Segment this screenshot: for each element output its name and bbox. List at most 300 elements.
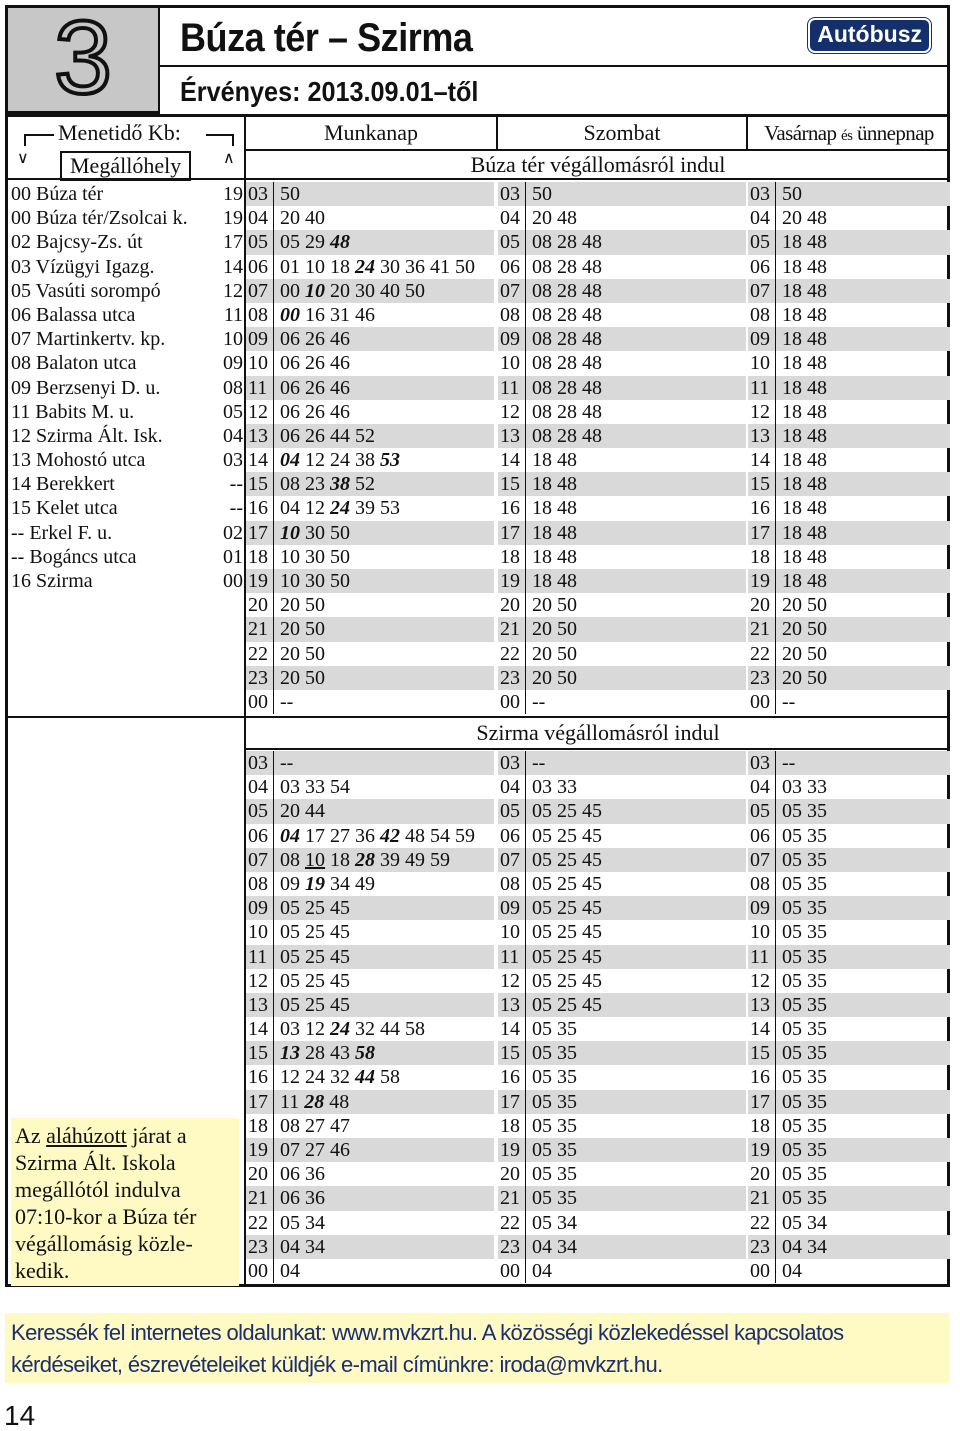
hour: 19 bbox=[248, 1139, 268, 1161]
minutes: 08 28 48 bbox=[532, 255, 602, 278]
hour-separator bbox=[273, 1138, 274, 1162]
hour-separator bbox=[525, 690, 526, 714]
minutes: -- bbox=[280, 752, 294, 774]
hour-row bbox=[748, 1065, 950, 1089]
minutes: 18 48 bbox=[782, 352, 827, 375]
minutes: 20 50 bbox=[782, 642, 827, 665]
hour-row bbox=[748, 1162, 950, 1186]
hour-separator bbox=[273, 1211, 274, 1235]
minutes: 05 25 45 bbox=[532, 872, 602, 895]
hour-separator bbox=[775, 255, 776, 279]
minutes: 18 48 bbox=[782, 279, 827, 302]
minutes: 05 25 45 bbox=[280, 897, 350, 920]
hour: 10 bbox=[500, 921, 520, 944]
hour-row bbox=[246, 1235, 494, 1259]
minutes: 20 50 bbox=[532, 594, 577, 617]
hour-row bbox=[748, 327, 950, 351]
hour-row bbox=[498, 1162, 746, 1186]
stop-travel-time: 02 bbox=[223, 521, 243, 544]
minutes: 20 50 bbox=[532, 618, 577, 641]
minutes: 05 25 45 bbox=[532, 921, 602, 944]
minutes: 05 25 45 bbox=[532, 800, 602, 823]
hour-separator bbox=[525, 351, 526, 375]
hour-separator bbox=[775, 1017, 776, 1041]
hour-separator bbox=[775, 1114, 776, 1138]
hour-row bbox=[748, 751, 950, 775]
hour: 20 bbox=[750, 1163, 770, 1186]
hour: 14 bbox=[248, 449, 268, 472]
hour-row bbox=[246, 351, 494, 375]
hour-separator bbox=[775, 642, 776, 666]
hour-row bbox=[246, 569, 494, 593]
hour-separator bbox=[775, 1138, 776, 1162]
hour-row bbox=[748, 303, 950, 327]
hour-row bbox=[246, 1017, 494, 1041]
stop-travel-time: 11 bbox=[223, 303, 243, 326]
minutes: 05 35 bbox=[782, 945, 827, 968]
hour: 21 bbox=[248, 618, 268, 641]
hour: 03 bbox=[500, 183, 520, 205]
hour-separator bbox=[775, 182, 776, 206]
minutes: 05 25 45 bbox=[532, 824, 602, 847]
underlined-trip-note: Az aláhúzott járat a Szirma Ált. Iskola megállótól indulva 07:10-kor a Búza tér végállomásig közle-kedik. bbox=[11, 1118, 239, 1286]
hour-row bbox=[246, 1211, 494, 1235]
gap-1 bbox=[496, 182, 497, 716]
minutes: 04 12 24 39 53 bbox=[280, 497, 400, 520]
hour-separator bbox=[775, 279, 776, 303]
minutes: 50 bbox=[532, 183, 552, 205]
hour-separator bbox=[775, 775, 776, 799]
hour-separator bbox=[775, 1211, 776, 1235]
hour-separator bbox=[525, 206, 526, 230]
hour-row bbox=[246, 230, 494, 254]
hour-separator bbox=[273, 920, 274, 944]
hour-row bbox=[246, 799, 494, 823]
minutes: 05 29 48 bbox=[280, 231, 350, 254]
hour-separator bbox=[525, 1041, 526, 1065]
minutes: 18 48 bbox=[782, 376, 827, 399]
minutes: 04 17 27 36 42 48 54 59 bbox=[280, 824, 475, 847]
hour: 16 bbox=[500, 1066, 520, 1089]
hour: 18 bbox=[750, 1114, 770, 1137]
stop-row bbox=[11, 472, 243, 496]
stop-name: 09 Berzsenyi D. u. bbox=[11, 376, 161, 399]
hour-row bbox=[748, 1138, 950, 1162]
minutes: 05 35 bbox=[782, 824, 827, 847]
saturday-grid-from-szirma bbox=[498, 751, 746, 1283]
hour: 23 bbox=[750, 1235, 770, 1258]
stop-travel-time: 19 bbox=[223, 207, 243, 230]
hour-row bbox=[246, 945, 494, 969]
minutes: 00 10 20 30 40 50 bbox=[280, 279, 425, 302]
minutes: 50 bbox=[782, 183, 802, 205]
hour: 18 bbox=[750, 545, 770, 568]
hour: 21 bbox=[500, 1187, 520, 1210]
hour-row bbox=[246, 896, 494, 920]
hour-row bbox=[246, 545, 494, 569]
hour-separator bbox=[273, 799, 274, 823]
hour-row bbox=[246, 206, 494, 230]
header-divider bbox=[160, 65, 947, 67]
minutes: 18 48 bbox=[782, 303, 827, 326]
hour-separator bbox=[525, 255, 526, 279]
hour-separator bbox=[273, 303, 274, 327]
hour: 22 bbox=[248, 642, 268, 665]
footer-notice bbox=[5, 1313, 950, 1383]
minutes: 18 48 bbox=[782, 424, 827, 447]
hour-separator bbox=[273, 376, 274, 400]
minutes: 05 35 bbox=[532, 1042, 577, 1065]
stop-name: 05 Vasúti sorompó bbox=[11, 279, 161, 302]
hour-row bbox=[498, 521, 746, 545]
stop-row bbox=[11, 206, 243, 230]
hour-row bbox=[748, 1114, 950, 1138]
hour-separator bbox=[273, 848, 274, 872]
hour: 12 bbox=[500, 400, 520, 423]
hour-separator bbox=[775, 545, 776, 569]
stop-travel-time: 04 bbox=[223, 424, 243, 447]
hour-separator bbox=[525, 569, 526, 593]
hour-separator bbox=[525, 182, 526, 206]
minutes: 50 bbox=[280, 183, 300, 205]
hour-separator bbox=[273, 569, 274, 593]
minutes: 05 25 45 bbox=[532, 969, 602, 992]
hour-separator bbox=[775, 920, 776, 944]
hour: 07 bbox=[750, 279, 770, 302]
hour-row bbox=[498, 1138, 746, 1162]
hour-row bbox=[748, 872, 950, 896]
hour-row bbox=[246, 376, 494, 400]
minutes: 09 19 34 49 bbox=[280, 872, 375, 895]
stop-travel-time: 09 bbox=[223, 352, 243, 375]
hour-row bbox=[498, 182, 746, 206]
hour: 17 bbox=[500, 521, 520, 544]
hour-row bbox=[748, 472, 950, 496]
minutes: 05 25 45 bbox=[532, 945, 602, 968]
minutes: 18 48 bbox=[782, 400, 827, 423]
minutes: 05 35 bbox=[532, 1187, 577, 1210]
minutes: 05 35 bbox=[782, 872, 827, 895]
hour-separator bbox=[273, 593, 274, 617]
hour-row bbox=[748, 448, 950, 472]
hour-separator bbox=[273, 1041, 274, 1065]
hour: 08 bbox=[500, 303, 520, 326]
route-title: Búza tér – Szirma bbox=[180, 16, 473, 60]
hour-row bbox=[748, 230, 950, 254]
hour-row bbox=[748, 496, 950, 520]
hour: 05 bbox=[248, 800, 268, 823]
hour-separator bbox=[525, 279, 526, 303]
hour-row bbox=[246, 1138, 494, 1162]
hour-separator bbox=[775, 327, 776, 351]
hour: 19 bbox=[750, 1139, 770, 1161]
minutes: 04 34 bbox=[782, 1235, 827, 1258]
hour-separator bbox=[273, 775, 274, 799]
hour: 07 bbox=[500, 848, 520, 871]
hour: 22 bbox=[750, 642, 770, 665]
hour: 21 bbox=[500, 618, 520, 641]
hour-separator bbox=[273, 255, 274, 279]
minutes: 18 48 bbox=[532, 521, 577, 544]
hour: 21 bbox=[248, 1187, 268, 1210]
stop-row bbox=[11, 569, 243, 593]
hour: 20 bbox=[750, 594, 770, 617]
hour-separator bbox=[775, 1235, 776, 1259]
stop-name: 00 Búza tér bbox=[11, 183, 104, 205]
hour: 05 bbox=[750, 800, 770, 823]
hour-separator bbox=[273, 1065, 274, 1089]
hour: 13 bbox=[248, 993, 268, 1016]
hour-separator bbox=[273, 945, 274, 969]
hour-separator bbox=[273, 824, 274, 848]
stop-name: 08 Balaton utca bbox=[11, 352, 137, 375]
hour-row bbox=[246, 327, 494, 351]
hour-separator bbox=[273, 617, 274, 641]
stop-row bbox=[11, 521, 243, 545]
minutes: 05 25 45 bbox=[280, 969, 350, 992]
hour-separator bbox=[273, 896, 274, 920]
hour: 10 bbox=[248, 352, 268, 375]
hour-separator bbox=[775, 351, 776, 375]
hour-separator bbox=[775, 376, 776, 400]
hour-row bbox=[748, 279, 950, 303]
hour-separator bbox=[273, 690, 274, 714]
section-title-from-buza: Búza tér végállomásról indul bbox=[470, 152, 726, 177]
hour-separator bbox=[525, 303, 526, 327]
stop-row bbox=[11, 496, 243, 520]
hour-separator bbox=[525, 1090, 526, 1114]
minutes: 05 35 bbox=[782, 993, 827, 1016]
hour-row bbox=[748, 545, 950, 569]
minutes: 13 28 43 58 bbox=[280, 1042, 375, 1065]
hour: 05 bbox=[248, 231, 268, 254]
hour: 17 bbox=[750, 1090, 770, 1113]
hour: 09 bbox=[248, 328, 268, 351]
minutes: 05 35 bbox=[782, 800, 827, 823]
hour-separator bbox=[273, 351, 274, 375]
minutes: 08 23 38 52 bbox=[280, 473, 375, 496]
hour-separator bbox=[525, 848, 526, 872]
hour-row bbox=[246, 848, 494, 872]
hour-row bbox=[498, 872, 746, 896]
hour-row bbox=[748, 593, 950, 617]
hour: 11 bbox=[248, 945, 268, 968]
stop-name: 11 Babits M. u. bbox=[11, 400, 135, 423]
stop-row bbox=[11, 182, 243, 206]
minutes: 06 26 46 bbox=[280, 352, 350, 375]
hour: 22 bbox=[750, 1211, 770, 1234]
minutes: 18 48 bbox=[782, 449, 827, 472]
hour-row bbox=[748, 642, 950, 666]
hour: 11 bbox=[750, 376, 770, 399]
hour-row bbox=[498, 593, 746, 617]
hour-separator bbox=[525, 751, 526, 775]
minutes: 08 28 48 bbox=[532, 328, 602, 351]
hour-row bbox=[498, 690, 746, 714]
hour: 09 bbox=[248, 897, 268, 920]
hour-separator bbox=[775, 303, 776, 327]
stop-name: -- Bogáncs utca bbox=[11, 545, 137, 568]
minutes: 08 28 48 bbox=[532, 376, 602, 399]
route-number: 3 bbox=[54, 0, 112, 116]
stop-name: -- Erkel F. u. bbox=[11, 521, 113, 544]
hour-separator bbox=[525, 642, 526, 666]
hour-separator bbox=[525, 496, 526, 520]
hour-row bbox=[748, 1090, 950, 1114]
hour-row bbox=[748, 1235, 950, 1259]
sunday-grid-from-buza bbox=[748, 182, 950, 714]
hour: 15 bbox=[500, 473, 520, 496]
hour: 19 bbox=[500, 1139, 520, 1161]
hour-separator bbox=[775, 799, 776, 823]
hour: 18 bbox=[500, 545, 520, 568]
hour-row bbox=[246, 279, 494, 303]
hour-row bbox=[498, 545, 746, 569]
hour: 03 bbox=[750, 752, 770, 774]
hour-row bbox=[246, 472, 494, 496]
hour: 18 bbox=[248, 1114, 268, 1137]
hour: 00 bbox=[500, 1259, 520, 1282]
hour-row bbox=[498, 400, 746, 424]
hour-separator bbox=[525, 1259, 526, 1283]
minutes: 18 48 bbox=[782, 545, 827, 568]
minutes: 06 26 44 52 bbox=[280, 424, 375, 447]
hour-row bbox=[246, 1259, 494, 1283]
minutes: 20 50 bbox=[532, 666, 577, 689]
stop-name: 00 Búza tér/Zsolcai k. bbox=[11, 207, 188, 230]
minutes: 18 48 bbox=[782, 521, 827, 544]
hour: 09 bbox=[500, 897, 520, 920]
hour: 20 bbox=[248, 1163, 268, 1186]
minutes: 10 30 50 bbox=[280, 545, 350, 568]
hour-separator bbox=[775, 969, 776, 993]
minutes: 05 25 45 bbox=[532, 897, 602, 920]
hour: 00 bbox=[500, 690, 520, 713]
hour: 09 bbox=[750, 328, 770, 351]
hour-row bbox=[246, 303, 494, 327]
minutes: 08 28 48 bbox=[532, 352, 602, 375]
minutes: 05 35 bbox=[532, 1018, 577, 1041]
hour-separator bbox=[273, 1186, 274, 1210]
hour: 10 bbox=[500, 352, 520, 375]
saturday-header: Szombat bbox=[583, 120, 661, 145]
minutes: 18 48 bbox=[782, 231, 827, 254]
hour-separator bbox=[775, 666, 776, 690]
hour-row bbox=[498, 1186, 746, 1210]
hour-separator bbox=[775, 1259, 776, 1283]
travel-time-label: Menetidő Kb: bbox=[58, 120, 181, 145]
hour-separator bbox=[775, 617, 776, 641]
hour-row bbox=[498, 945, 746, 969]
hour: 14 bbox=[248, 1018, 268, 1041]
stop-travel-time: 03 bbox=[223, 449, 243, 472]
hour: 17 bbox=[500, 1090, 520, 1113]
minutes: 08 28 48 bbox=[532, 400, 602, 423]
hour-row bbox=[498, 642, 746, 666]
stop-travel-time: 08 bbox=[223, 376, 243, 399]
minutes: 03 12 24 32 44 58 bbox=[280, 1018, 425, 1041]
hour: 04 bbox=[750, 776, 770, 799]
minutes: 12 24 32 44 58 bbox=[280, 1066, 400, 1089]
hour-separator bbox=[525, 993, 526, 1017]
hour: 21 bbox=[750, 618, 770, 641]
hour-separator bbox=[775, 896, 776, 920]
hour-separator bbox=[273, 545, 274, 569]
hour-row bbox=[498, 376, 746, 400]
hour: 11 bbox=[500, 945, 520, 968]
hour-separator bbox=[525, 1017, 526, 1041]
stop-name: 02 Bajcsy-Zs. út bbox=[11, 231, 143, 254]
minutes: 04 bbox=[532, 1259, 552, 1282]
hour: 06 bbox=[750, 824, 770, 847]
hour-row bbox=[246, 993, 494, 1017]
hour-separator bbox=[525, 521, 526, 545]
hour-row bbox=[498, 848, 746, 872]
hour: 15 bbox=[750, 1042, 770, 1065]
hour: 04 bbox=[500, 776, 520, 799]
hour: 11 bbox=[500, 376, 520, 399]
minutes: 05 25 45 bbox=[280, 945, 350, 968]
hour: 17 bbox=[750, 521, 770, 544]
hour-separator bbox=[525, 969, 526, 993]
minutes: 20 50 bbox=[782, 618, 827, 641]
hour: 16 bbox=[500, 497, 520, 520]
minutes: 06 26 46 bbox=[280, 400, 350, 423]
hour-row bbox=[748, 351, 950, 375]
hour-separator bbox=[273, 400, 274, 424]
hour-separator bbox=[525, 376, 526, 400]
hour: 20 bbox=[500, 1163, 520, 1186]
hour: 16 bbox=[750, 497, 770, 520]
hour-row bbox=[246, 496, 494, 520]
hour: 09 bbox=[500, 328, 520, 351]
hour: 11 bbox=[248, 376, 268, 399]
hour: 21 bbox=[750, 1187, 770, 1210]
hour-separator bbox=[273, 206, 274, 230]
hour-separator bbox=[273, 448, 274, 472]
hour: 03 bbox=[248, 752, 268, 774]
hour-row bbox=[246, 617, 494, 641]
stop-name: 07 Martinkertv. kp. bbox=[11, 328, 166, 351]
minutes: 05 35 bbox=[532, 1163, 577, 1186]
minutes: 04 34 bbox=[280, 1235, 325, 1258]
hour-separator bbox=[525, 593, 526, 617]
vehicle-badge: Autóbusz bbox=[808, 18, 931, 53]
hour-row bbox=[246, 400, 494, 424]
hour-row bbox=[498, 1235, 746, 1259]
minutes: 18 48 bbox=[782, 497, 827, 520]
stop-row bbox=[11, 279, 243, 303]
sunday-grid-from-szirma bbox=[748, 751, 950, 1283]
hour-separator bbox=[525, 448, 526, 472]
hour-separator bbox=[525, 666, 526, 690]
minutes: 06 26 46 bbox=[280, 376, 350, 399]
hour-row bbox=[748, 182, 950, 206]
hour: 06 bbox=[750, 255, 770, 278]
hour-separator bbox=[273, 1235, 274, 1259]
minutes: 05 35 bbox=[532, 1066, 577, 1089]
hour-separator bbox=[775, 472, 776, 496]
timetable-frame bbox=[5, 0, 950, 1287]
hour: 12 bbox=[750, 400, 770, 423]
hour: 13 bbox=[500, 424, 520, 447]
hour-separator bbox=[775, 206, 776, 230]
hour-separator bbox=[775, 424, 776, 448]
minutes: 20 44 bbox=[280, 800, 325, 823]
minutes: 05 25 45 bbox=[280, 993, 350, 1016]
hour-separator bbox=[273, 521, 274, 545]
minutes: 05 35 bbox=[782, 1139, 827, 1161]
